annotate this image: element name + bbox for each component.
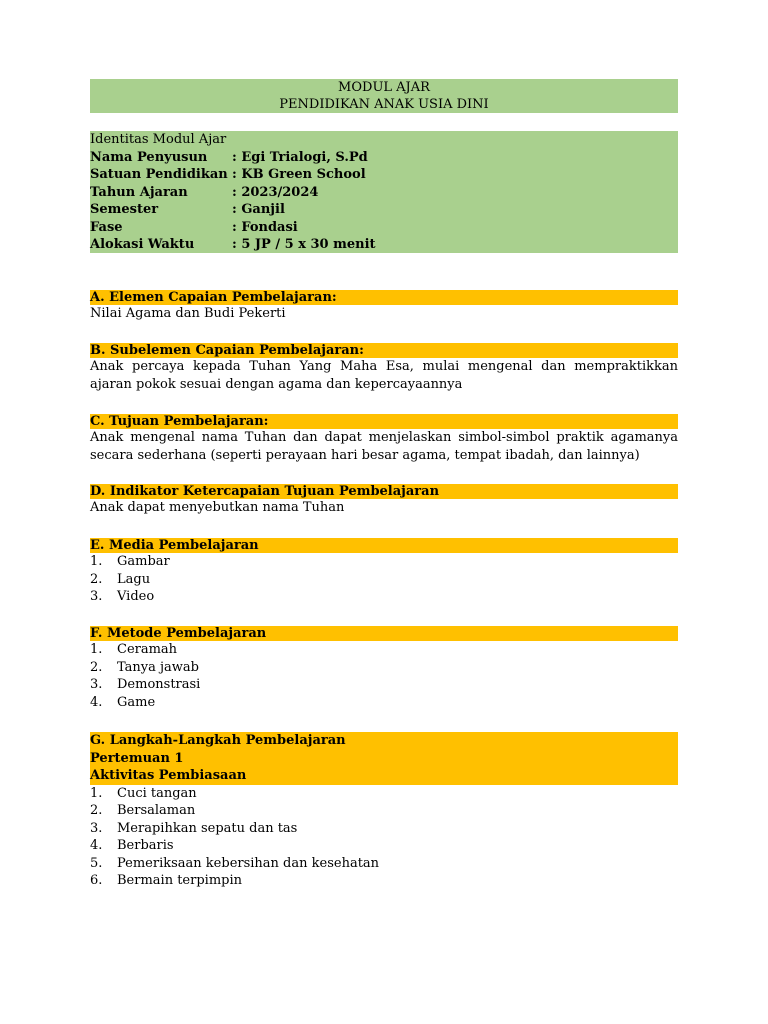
identity-row [90, 184, 678, 202]
section-e-title: E. Media Pembelajaran [90, 538, 678, 553]
section-d [90, 484, 678, 517]
list-item [90, 553, 678, 571]
section-g-subtitle-2: Aktivitas Pembiasaan [90, 768, 247, 783]
media-list [90, 553, 678, 606]
identity-value: : Ganjil [232, 202, 285, 217]
list-number: 2. [90, 659, 103, 675]
section-f [90, 626, 678, 711]
identity-value: : KB Green School [232, 167, 366, 182]
identity-value: : Fondasi [232, 219, 298, 235]
list-text: Merapihkan sepatu dan tas [117, 820, 298, 836]
list-item [90, 837, 678, 855]
title-line-2: PENDIDIKAN ANAK USIA DINI [279, 97, 489, 112]
list-number: 5. [90, 855, 103, 871]
identity-row [90, 201, 678, 219]
list-text: Bermain terpimpin [117, 873, 242, 888]
list-item [90, 694, 678, 712]
identity-label: Satuan Pendidikan [90, 167, 228, 182]
identity-value: : 2023/2024 [232, 184, 319, 200]
list-text: Pemeriksaan kebersihan dan kesehatan [117, 855, 380, 871]
identity-heading: Identitas Modul Ajar [90, 132, 227, 147]
list-number: 3. [90, 820, 103, 836]
list-item [90, 676, 678, 694]
list-number: 4. [90, 694, 103, 710]
identity-row [90, 236, 678, 254]
title-block [90, 79, 678, 113]
list-item [90, 588, 678, 606]
section-c-title: C. Tujuan Pembelajaran: [90, 414, 678, 429]
list-number: 1. [90, 785, 103, 801]
list-text: Gambar [117, 554, 170, 569]
title-line-1: MODUL AJAR [338, 80, 430, 95]
identity-row [90, 166, 678, 184]
list-item [90, 820, 678, 838]
list-number: 2. [90, 803, 103, 818]
list-text: Cuci tangan [117, 785, 197, 801]
list-text: Ceramah [117, 642, 178, 657]
list-text: Lagu [117, 571, 151, 587]
identity-label: Semester [90, 202, 159, 217]
section-b [90, 343, 678, 393]
section-a [90, 290, 678, 323]
section-d-text: Anak dapat menyebutkan nama Tuhan [90, 500, 345, 515]
identity-row [90, 219, 678, 237]
section-b-text: Anak percaya kepada Tuhan Yang Maha Esa, mulai mengenal dan mempraktikkan ajaran pokok sesuai dengan agama dan kepercayaannya [90, 359, 678, 392]
list-item [90, 641, 678, 659]
section-b-title: B. Subelemen Capaian Pembelajaran: [90, 343, 678, 358]
section-a-title: A. Elemen Capaian Pembelajaran: [90, 290, 678, 305]
identity-label: Tahun Ajaran [90, 184, 188, 200]
list-text: Video [117, 589, 155, 604]
list-item [90, 785, 678, 803]
section-a-text: Nilai Agama dan Budi Pekerti [90, 306, 286, 321]
list-text: Tanya jawab [117, 659, 199, 675]
list-text: Demonstrasi [117, 677, 201, 692]
list-text: Game [117, 694, 156, 710]
section-f-title: F. Metode Pembelajaran [90, 626, 678, 641]
section-c-text: Anak mengenal nama Tuhan dan dapat menjelaskan simbol-simbol praktik agamanya secara sederhana (seperti perayaan hari besar agama, tempat ibadah, dan lainnya) [90, 430, 678, 463]
activity-list [90, 785, 678, 890]
section-d-title: D. Indikator Ketercapaian Tujuan Pembelajaran [90, 484, 678, 499]
method-list [90, 641, 678, 711]
list-number: 1. [90, 642, 103, 657]
list-item [90, 802, 678, 820]
list-number: 4. [90, 838, 103, 853]
section-g-title: G. Langkah-Langkah Pembelajaran [90, 733, 346, 748]
list-item [90, 571, 678, 589]
identity-block [90, 131, 678, 253]
identity-label: Alokasi Waktu [90, 237, 195, 252]
list-number: 3. [90, 677, 103, 692]
section-c [90, 414, 678, 464]
list-number: 2. [90, 571, 103, 587]
list-item [90, 855, 678, 873]
list-text: Berbaris [117, 838, 174, 853]
identity-value: : Egi Trialogi, S.Pd [232, 149, 368, 165]
identity-row [90, 149, 678, 167]
section-e [90, 538, 678, 606]
section-g-header [90, 732, 678, 785]
identity-label: Fase [90, 219, 123, 235]
section-g [90, 732, 678, 890]
list-item [90, 872, 678, 890]
section-g-subtitle: Pertemuan 1 [90, 750, 184, 766]
list-number: 3. [90, 589, 103, 604]
identity-label: Nama Penyusun [90, 149, 208, 165]
list-text: Bersalaman [117, 803, 196, 818]
list-number: 6. [90, 873, 103, 888]
list-item [90, 659, 678, 677]
identity-value: : 5 JP / 5 x 30 menit [232, 237, 376, 252]
list-number: 1. [90, 554, 103, 569]
